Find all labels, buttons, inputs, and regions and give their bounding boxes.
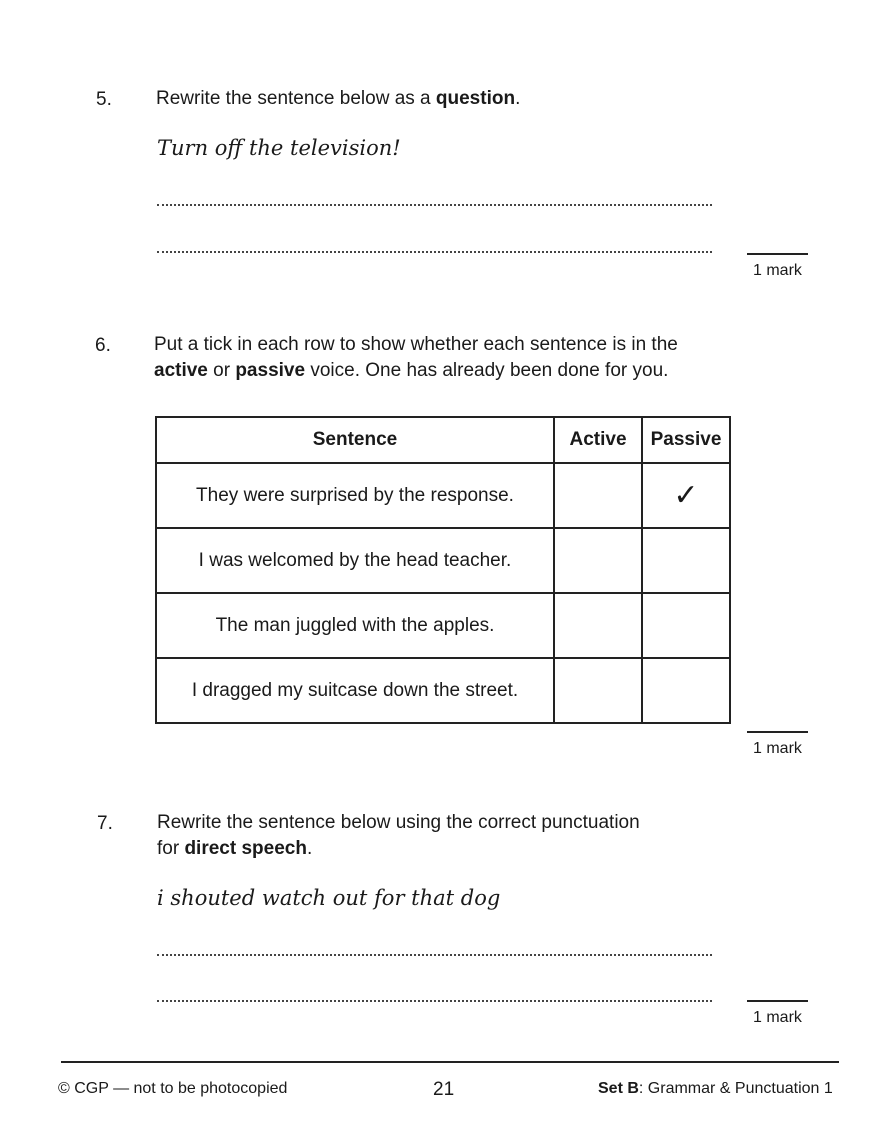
q5-answer-line-1[interactable] [157, 204, 712, 206]
footer-copyright: © CGP — not to be photocopied [58, 1080, 288, 1097]
table-row [156, 593, 730, 658]
q6-number: 6. [95, 335, 111, 356]
row-sentence: They were surprised by the response. [156, 463, 554, 528]
q5-prompt-keyword: question [435, 88, 516, 109]
q7-mark-line [747, 1000, 808, 1002]
passive-tick-cell[interactable]: ✓ [642, 463, 730, 528]
passive-tick-cell[interactable] [642, 658, 730, 723]
active-tick-cell[interactable] [554, 528, 642, 593]
active-tick-cell[interactable] [554, 658, 642, 723]
q6-prompt-end: voice. One has already been done for you. [305, 360, 669, 381]
q6-prompt-line-2 [154, 358, 678, 384]
q5-prompt [156, 86, 520, 112]
header-sentence: Sentence [156, 417, 554, 463]
q5-mark-line [747, 253, 808, 255]
header-active: Active [554, 417, 642, 463]
q6-keyword-passive: passive [235, 360, 306, 381]
table-row [156, 463, 730, 528]
q7-prompt-for: for [157, 838, 185, 859]
q6-keyword-active: active [154, 360, 208, 381]
q7-prompt-end: . [306, 838, 313, 859]
active-tick-cell[interactable] [554, 463, 642, 528]
q6-mark-label: 1 mark [753, 740, 802, 757]
header-passive: Passive [642, 417, 730, 463]
q6-prompt [154, 332, 678, 384]
q5-answer-line-2[interactable] [157, 251, 712, 253]
footer-divider [61, 1061, 839, 1063]
table-row [156, 658, 730, 723]
q7-sentence: i shouted watch out for that dog [157, 886, 501, 910]
q6-mark-line [747, 731, 808, 733]
passive-tick-cell[interactable] [642, 528, 730, 593]
q5-number: 5. [96, 89, 112, 110]
page-number: 21 [433, 1079, 455, 1100]
q6-prompt-line-1: Put a tick in each row to show whether each sentence is in the [154, 334, 678, 355]
q7-answer-line-1[interactable] [157, 954, 712, 956]
q5-mark-label: 1 mark [753, 262, 802, 279]
q7-keyword: direct speech [184, 838, 307, 859]
row-sentence: I dragged my suitcase down the street. [156, 658, 554, 723]
q6-prompt-or: or [207, 360, 236, 381]
row-sentence: I was welcomed by the head teacher. [156, 528, 554, 593]
table-row [156, 528, 730, 593]
q7-number: 7. [97, 813, 113, 834]
footer-set-subject: : Grammar & Punctuation 1 [638, 1080, 833, 1097]
q7-answer-line-2[interactable] [157, 1000, 712, 1002]
q7-mark-label: 1 mark [753, 1009, 802, 1026]
passive-tick-cell[interactable] [642, 593, 730, 658]
q7-prompt [157, 810, 640, 862]
active-tick-cell[interactable] [554, 593, 642, 658]
footer-set-title [598, 1080, 833, 1098]
q5-sentence: Turn off the television! [157, 136, 401, 160]
footer-set-label: Set B [598, 1080, 639, 1097]
q5-prompt-text: Rewrite the sentence below as a [156, 88, 436, 109]
voice-table [155, 416, 731, 724]
q5-prompt-end: . [515, 88, 521, 109]
row-sentence: The man juggled with the apples. [156, 593, 554, 658]
q7-prompt-line-1: Rewrite the sentence below using the correct punctuation [157, 812, 640, 833]
q7-prompt-line-2 [157, 836, 640, 862]
voice-table-header [156, 417, 730, 463]
